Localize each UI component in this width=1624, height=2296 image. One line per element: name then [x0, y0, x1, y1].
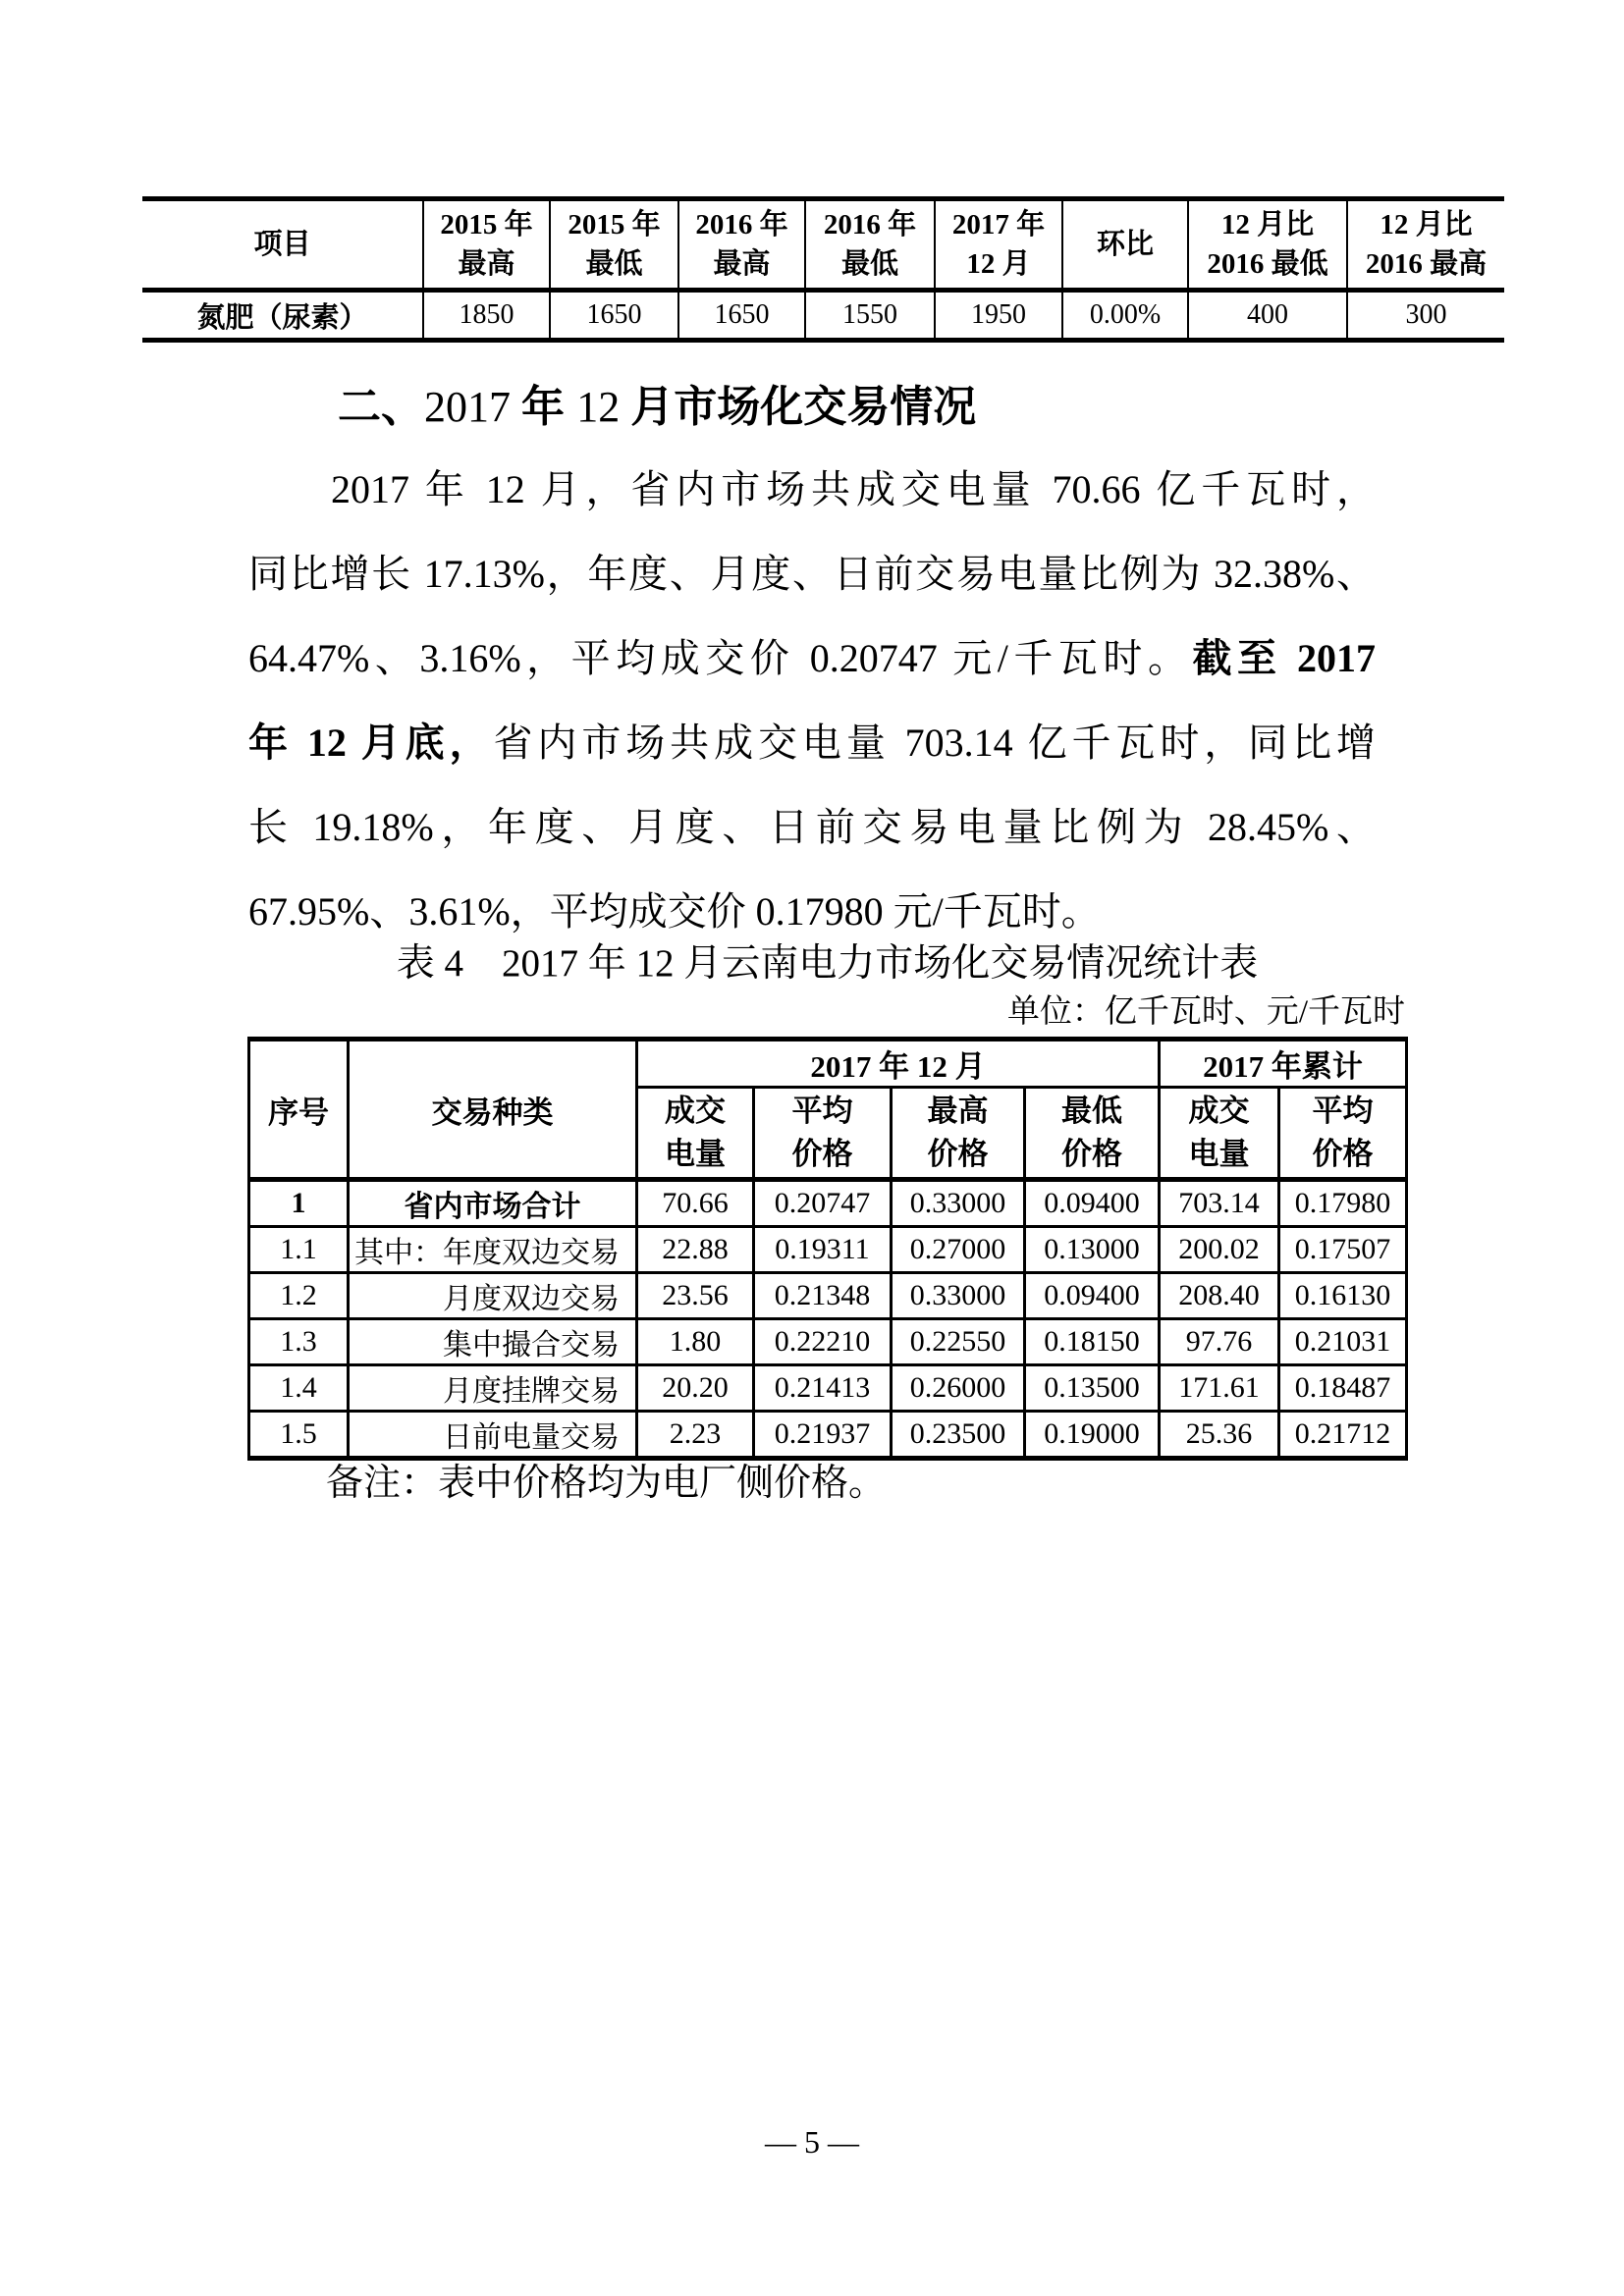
t4-cell: 0.18150	[1025, 1319, 1160, 1365]
t4-cell: 20.20	[637, 1365, 754, 1412]
table-header-row	[142, 199, 1504, 291]
t4-cell: 25.36	[1160, 1412, 1279, 1459]
body-paragraph	[248, 448, 1376, 954]
t1-header-cell: 环比	[1062, 199, 1188, 291]
paragraph-bold-text: 截至 2017	[1192, 636, 1376, 680]
t4-cell-type: 月度双边交易	[349, 1273, 637, 1319]
t1-cell: 300	[1347, 291, 1504, 341]
t1-cell: 1550	[805, 291, 935, 341]
t1-header-cell: 2016 年 最高	[678, 199, 805, 291]
heading-segment: 二、	[338, 383, 424, 431]
t4-cell: 2.23	[637, 1412, 754, 1459]
table-row	[249, 1412, 1407, 1459]
paragraph-text: 省内市场共成交电量 703.14 亿千瓦时，同比增	[493, 721, 1376, 765]
heading-segment: 年	[521, 383, 577, 431]
paragraph-text: 64.47%、3.16%，平均成交价 0.20747 元/千瓦时。	[248, 636, 1193, 680]
t4-cell-no: 1.5	[249, 1412, 349, 1459]
table-row	[249, 1365, 1407, 1412]
table-row	[142, 291, 1504, 341]
t4-cell: 0.21348	[754, 1273, 892, 1319]
table-row	[249, 1180, 1407, 1227]
t4-cell-no: 1.1	[249, 1227, 349, 1273]
t4-subheader-cell: 最高 价格	[892, 1088, 1025, 1180]
paragraph-line: 同比增长 17.13%，年度、月度、日前交易电量比例为 32.38%、	[248, 552, 1376, 596]
t1-header-cell: 12 月比 2016 最高	[1347, 199, 1504, 291]
t4-cell: 23.56	[637, 1273, 754, 1319]
t1-cell: 1650	[550, 291, 678, 341]
t4-cell: 0.09400	[1025, 1180, 1160, 1227]
t4-cell: 0.20747	[754, 1180, 892, 1227]
t4-subheader-cell: 最低 价格	[1025, 1088, 1160, 1180]
market-trading-table	[247, 1037, 1408, 1461]
t4-cell: 0.17980	[1279, 1180, 1407, 1227]
t1-header-cell: 12 月比 2016 最低	[1188, 199, 1347, 291]
heading-segment: 月市场化交易情况	[630, 383, 977, 431]
t4-cell: 0.21413	[754, 1365, 892, 1412]
t4-cell: 0.27000	[892, 1227, 1025, 1273]
t4-cell: 1.80	[637, 1319, 754, 1365]
t4-cell: 0.21937	[754, 1412, 892, 1459]
t4-subheader-cell: 平均 价格	[754, 1088, 892, 1180]
paragraph-line: 长 19.18%，年度、月度、日前交易电量比例为 28.45%、	[248, 805, 1376, 849]
t4-cell: 97.76	[1160, 1319, 1279, 1365]
section-heading	[338, 379, 976, 436]
t1-cell: 1850	[423, 291, 550, 341]
t4-cell-no: 1	[249, 1180, 349, 1227]
t4-cell-no: 1.2	[249, 1273, 349, 1319]
paragraph-line: 2017 年 12 月，省内市场共成交电量 70.66 亿千瓦时，	[331, 467, 1376, 511]
paragraph-line	[248, 616, 1376, 701]
table-group-header-row	[249, 1040, 1407, 1088]
t4-cell: 703.14	[1160, 1180, 1279, 1227]
t1-cell: 400	[1188, 291, 1347, 341]
t4-cell: 0.13000	[1025, 1227, 1160, 1273]
table-row	[249, 1227, 1407, 1273]
page-number: — 5 —	[765, 2124, 859, 2160]
t4-cell: 0.16130	[1279, 1273, 1407, 1319]
table4-caption: 表 4 2017 年 12 月云南电力市场化交易情况统计表	[396, 942, 1259, 985]
t4-cell: 22.88	[637, 1227, 754, 1273]
heading-segment: 12	[576, 383, 631, 431]
t1-header-cell: 2016 年 最低	[805, 199, 935, 291]
t4-cell: 0.23500	[892, 1412, 1025, 1459]
t4-cell-type: 日前电量交易	[349, 1412, 637, 1459]
t4-cell-no: 1.4	[249, 1365, 349, 1412]
t4-cell: 0.33000	[892, 1273, 1025, 1319]
t4-header-type: 交易种类	[349, 1040, 637, 1180]
t4-cell: 171.61	[1160, 1365, 1279, 1412]
t4-subheader-cell: 成交 电量	[1160, 1088, 1279, 1180]
t1-header-item: 项目	[142, 199, 423, 291]
t4-cell: 0.18487	[1279, 1365, 1407, 1412]
table4-note: 备注：表中价格均为电厂侧价格。	[326, 1463, 887, 1504]
t4-subheader-cell: 成交 电量	[637, 1088, 754, 1180]
t4-group-month: 2017 年 12 月	[637, 1040, 1160, 1088]
t4-cell-type: 其中：年度双边交易	[349, 1227, 637, 1273]
fertilizer-price-table	[142, 196, 1504, 343]
t4-cell: 0.19311	[754, 1227, 892, 1273]
t1-header-cell: 2015 年 最低	[550, 199, 678, 291]
t1-header-cell: 2015 年 最高	[423, 199, 550, 291]
t4-cell: 0.13500	[1025, 1365, 1160, 1412]
t4-cell: 200.02	[1160, 1227, 1279, 1273]
table-row	[249, 1319, 1407, 1365]
t4-cell: 0.22550	[892, 1319, 1025, 1365]
t4-cell: 0.21031	[1279, 1319, 1407, 1365]
t4-cell: 208.40	[1160, 1273, 1279, 1319]
table4-unit-label: 单位：亿千瓦时、元/千瓦时	[1006, 994, 1405, 1030]
t1-row-item: 氮肥（尿素）	[196, 301, 368, 334]
t1-cell: 1650	[678, 291, 805, 341]
t4-cell-type: 月度挂牌交易	[349, 1365, 637, 1412]
t4-cell-type: 集中撮合交易	[349, 1319, 637, 1365]
t4-cell: 0.33000	[892, 1180, 1025, 1227]
t1-cell: 0.00%	[1062, 291, 1188, 341]
t4-cell: 0.17507	[1279, 1227, 1407, 1273]
t4-cell: 0.19000	[1025, 1412, 1160, 1459]
t4-cell: 70.66	[637, 1180, 754, 1227]
paragraph-line	[248, 701, 1376, 785]
t4-cell: 0.09400	[1025, 1273, 1160, 1319]
t4-cell-type: 省内市场合计	[349, 1180, 637, 1227]
t4-cell: 0.21712	[1279, 1412, 1407, 1459]
t4-subheader-cell: 平均 价格	[1279, 1088, 1407, 1180]
t4-cell: 0.22210	[754, 1319, 892, 1365]
t4-group-cumulative: 2017 年累计	[1160, 1040, 1407, 1088]
t1-cell: 1950	[935, 291, 1062, 341]
table-row	[249, 1273, 1407, 1319]
t4-cell-no: 1.3	[249, 1319, 349, 1365]
paragraph-bold-text: 年 12 月底，	[248, 721, 494, 765]
paragraph-line: 67.95%、3.61%，平均成交价 0.17980 元/千瓦时。	[248, 889, 1101, 934]
heading-segment: 2017	[424, 383, 521, 431]
t4-header-no: 序号	[249, 1040, 349, 1180]
t1-header-cell: 2017 年 12 月	[935, 199, 1062, 291]
t4-cell: 0.26000	[892, 1365, 1025, 1412]
